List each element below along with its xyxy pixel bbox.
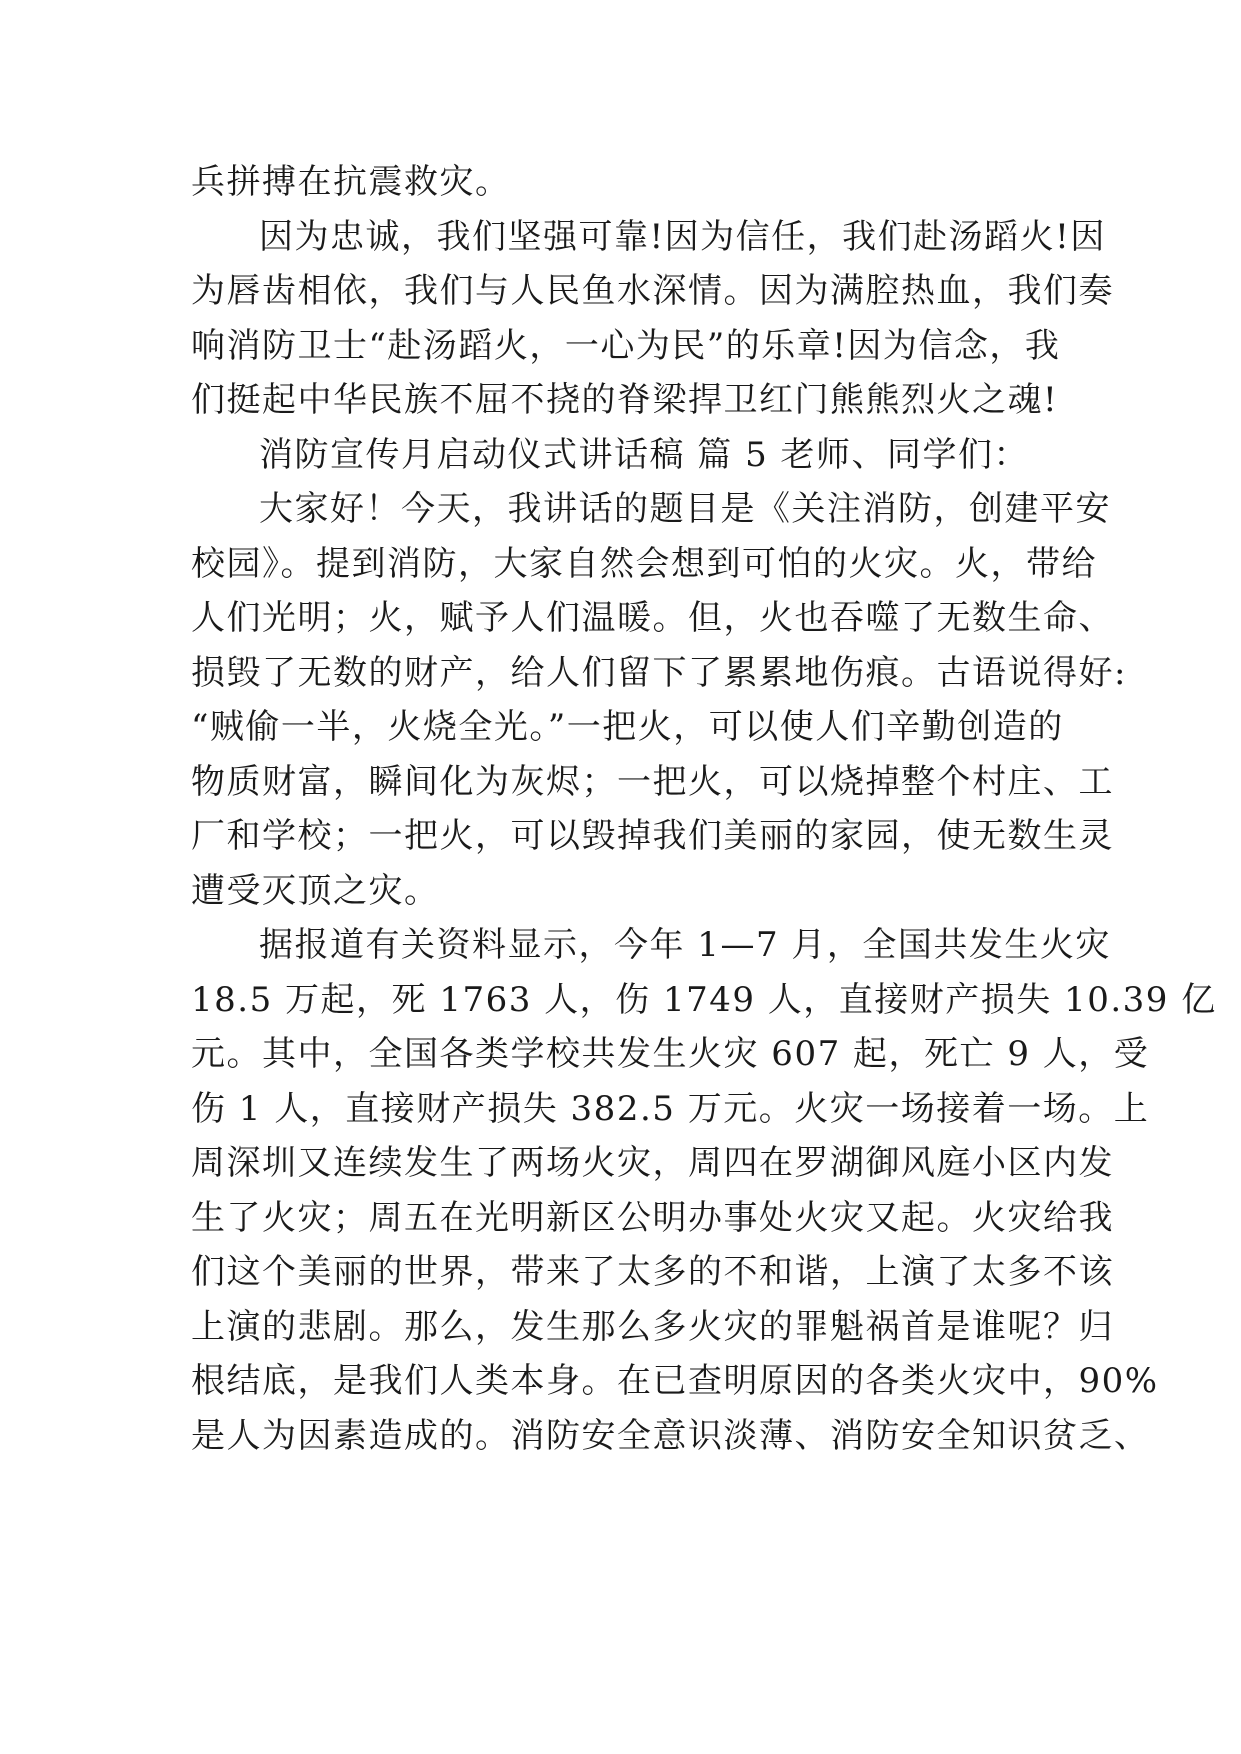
document-body [191, 155, 1217, 1463]
text-line: 18.5 万起，死 1763 人，伤 1749 人，直接财产损失 10.39 亿 [191, 979, 1217, 1020]
text-line: 遭受灭顶之灾。 [191, 870, 440, 911]
text-line: 损毁了无数的财产，给人们留下了累累地伤痕。古语说得好: [191, 652, 1127, 693]
text-line: 兵拼搏在抗震救灾。 [191, 162, 511, 202]
text-line: 校园》。提到消防，大家自然会想到可怕的火灾。火，带给 [191, 543, 1097, 584]
section-heading: 消防宣传月启动仪式讲话稿 篇 5 老师、同学们： [259, 434, 1030, 475]
text-line: 根结底，是我们人类本身。在已查明原因的各类火灾中，90% [191, 1361, 1159, 1401]
text-line: 上演的悲剧。那么，发生那么多火灾的罪魁祸首是谁呢？归 [191, 1306, 1114, 1347]
text-line: 为唇齿相依，我们与人民鱼水深情。因为满腔热血，我们奏 [191, 271, 1114, 311]
text-line: 周深圳又连续发生了两场火灾，周四在罗湖御风庭小区内发 [191, 1143, 1114, 1183]
text-line: 生了火灾；周五在光明新区公明办事处火灾又起。火灾给我 [191, 1197, 1114, 1238]
text-line: 元。其中，全国各类学校共发生火灾 607 起，死亡 9 人，受 [191, 1034, 1150, 1074]
text-line: 厂和学校；一把火，可以毁掉我们美丽的家园，使无数生灵 [191, 816, 1114, 856]
text-line: 们这个美丽的世界，带来了太多的不和谐，上演了太多不该 [191, 1252, 1114, 1292]
text-line: 大家好！今天，我讲话的题目是《关注消防，创建平安 [259, 489, 1111, 529]
text-line: 因为忠诚，我们坚强可靠!因为信任，我们赴汤蹈火!因 [259, 216, 1106, 257]
text-line: 们挺起中华民族不屈不挠的脊梁捍卫红门熊熊烈火之魂! [191, 380, 1059, 420]
text-line: “贼偷一半，火烧全光。”一把火，可以使人们辛勤创造的 [191, 707, 1064, 747]
text-line: 伤 1 人，直接财产损失 382.5 万元。火灾一场接着一场。上 [191, 1088, 1150, 1129]
text-line: 人们光明；火，赋予人们温暖。但，火也吞噬了无数生命、 [191, 598, 1114, 638]
text-line: 是人为因素造成的。消防安全意识淡薄、消防安全知识贫乏、 [191, 1415, 1150, 1456]
text-line: 响消防卫士“赴汤蹈火，一心为民”的乐章!因为信念，我 [191, 325, 1061, 366]
text-line: 据报道有关资料显示，今年 1—7 月，全国共发生火灾 [259, 925, 1111, 965]
text-line: 物质财富，瞬间化为灰烬；一把火，可以烧掉整个村庄、工 [191, 761, 1114, 802]
